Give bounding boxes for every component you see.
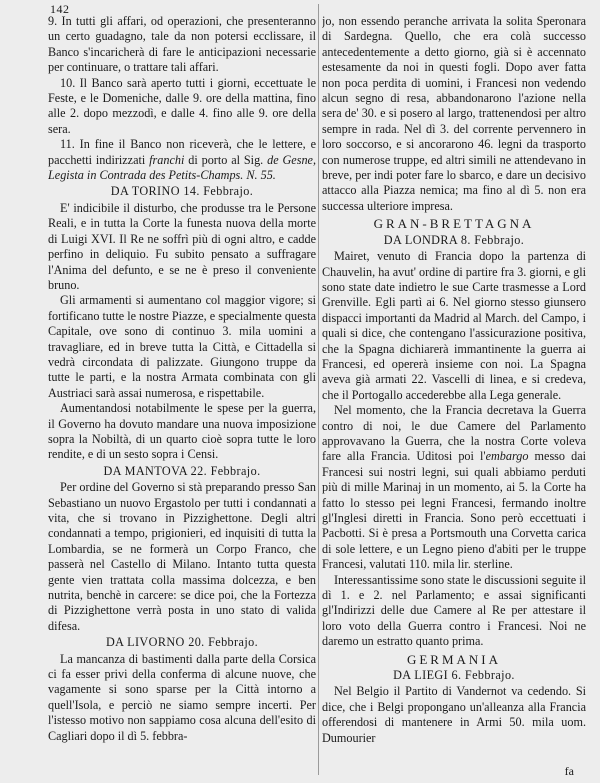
italic-text: franchi xyxy=(149,152,185,167)
article-paragraph: Per ordine del Governo si stà preparando presso San Sebastiano un nuovo Ergastolo per tutti i condannati a vita, che si trovano in Pizzighettone. Degli altri condannati a tempo, prigionieri, ed inquisiti di tutta la Lombardia, se ne formerà un Corpo Franco, che passerà nel Castello di Milano. Intanto tutta questa gente vien trattata colla massima dolcezza, e ben nutrita, benchè in carcere: se dice poi, che la Fortezza di Pizzighettone verrà posta in uno stato di valida difesa. xyxy=(48,480,316,633)
column-divider xyxy=(318,4,319,775)
article-paragraph: 10. Il Banco sarà aperto tutti i giorni, eccettuate le Feste, e le Domeniche, dalle 9. ore della mattina, fino alle 2. dopo mezzodì, e dalle 4. fino alle 9. ore della sera. xyxy=(48,75,316,136)
article-paragraph: Interessantissime sono state le discussioni seguite il dì 1. e 2. nel Parlamento; e assai significanti gl'Indirizzi delle due Camere al Re per attestare il loro voto della Guerra contro i Francesi. Noi ne daremo un estratto quanto prima. xyxy=(322,572,586,649)
catchword: fa xyxy=(564,764,574,778)
article-paragraph: Gli armamenti si aumentano col maggior vigore; si fortificano tutte le nostre Piazze, e specialmente questa Capitale, ove sono di continuo 3. mila uomini a travagliare, ed in breve tutta la Città, e Cittadella si vedrà circondata di palizzate. Giungono truppe da tutte le parti, e la nostra Armata combinata con gli Austriaci sarà assai numerosa, e rispettabile. xyxy=(48,293,316,400)
article-paragraph: 9. In tutti gli affari, od operazioni, che presenteranno un certo guadagno, tale da non potersi ecclissare, il Banco s'incaricherà di fare le anticipazioni necessarie per continuare, o trattare tali affari. xyxy=(48,14,316,75)
article-paragraph xyxy=(322,403,586,572)
paragraph-text: messo dai Francesi sui nostri legni, sui quali abbiamo perduti più di mille Marinaj in un momento, ai 5. la Corte ha fatto lo stesso pei legni Francesi, fermando inoltre gl'Inglesi diretti in Francia. Sono però eccettuati i Pacbotti. Si è presa a Portsmouth una Corvetta carica di sole lettere, e un Legno pieno d'abiti per le truppe Francesi, valutati 110. mila lir. sterline. xyxy=(322,449,586,572)
article-paragraph: Nel Belgio il Partito di Vandernot va cedendo. Si dice, che i Belgi propongano un'alleanza alla Francia offerendosi di mantenere in Armi 50. mila uom. Dumourier xyxy=(322,684,586,745)
left-column xyxy=(48,14,316,769)
article-paragraph: E' indicibile il disturbo, che produsse tra le Persone Reali, e in tutta la Corte la funesta nuova della morte di Luigi XVI. Il Re ne soffrì più di ogni altro, e cadde perfino in deliquio. Fu subito pensato a suffragare l'Anima del defunto, e se ne è preso il conveniente bruno. xyxy=(48,200,316,292)
section-heading-gran-brettagna: GRAN-BRETTAGNA xyxy=(373,216,535,232)
page-number: 142 xyxy=(50,2,70,16)
right-column xyxy=(322,14,586,769)
paragraph-text: di porto al Sig. xyxy=(184,152,268,167)
dateline-torino: DA TORINO 14. Febbrajo. xyxy=(110,184,254,199)
article-paragraph: jo, non essendo peranche arrivata la solita Speronara di Sardegna. Quello, che era colà successo antecedentemente a detto giorno, già si è accennato estesamente da noi in questi fogli. Dopo aver fatta non poca perdita di uomini, i Francesi non vedendo alcun segno di resa, abbandonarono l'azione nella sera de' 30. e si posero al largo, trattenendosi per altro sempre in rada. Nel dì 3. del corrente pervennero in loro soccorso, e si ancorarono 46. legni da trasporto con numerose truppe, ed altri simili ne attendevano in breve, per indi poter fare lo sbarco, e dare un decisivo attacco alla Piazza nemica; ma fino al dì 5. non era successa ulteriore impresa. xyxy=(322,14,586,213)
article-paragraph xyxy=(48,137,316,183)
dateline-livorno: DA LIVORNO 20. Febbrajo. xyxy=(105,635,259,650)
italic-text: embargo xyxy=(485,449,529,464)
section-heading-germania: GERMANIA xyxy=(406,651,502,667)
dateline-liegi: DA LIEGI 6. Febbrajo. xyxy=(393,668,515,683)
article-paragraph: Mairet, venuto di Francia dopo la partenza di Chauvelin, ha avut' ordine di partire fra 3. giorni, e gli sono state date indietro le sue Carte trasmesse a Lord Grenville. Egli partì ai 6. Nel giorno stesso giunsero dispacci importanti da Madrid al March. del Campo, i quali si dice, che contengano l'assicurazione positiva, che la Spagna dichiarerà immantinente la guerra ai Francesi, ed opererà insieme con noi. La Spagna aveva già armati 22. Vascelli di linea, e si credeva, che il Portogallo accederebbe alla Lega generale. xyxy=(322,249,586,402)
article-paragraph: Aumentandosi notabilmente le spese per la guerra, il Governo ha dovuto mandare una nuova imposizione sopra la Nobiltà, di un quarto cioè sopra tutte le loro rendite, e di un sesto sopra i Censi. xyxy=(48,401,316,462)
dateline-mantova: DA MANTOVA 22. Febbrajo. xyxy=(103,463,261,478)
paragraph-text: 11. In fine il Banco non riceverà, che le lettere, e pacchetti indirizzati xyxy=(48,137,316,167)
paragraph-text: Nel momento, che la Francia decretava la Guerra contro di noi, le due Camere del Parlamento approvavano la Guerra, che la nostra Corte voleva fare alla Francia. Uditosi poi l' xyxy=(322,403,586,464)
italic-text: de Gesne, Legista in Contrada des Petits-Champs. N. 55. xyxy=(48,152,316,183)
dateline-londra: DA LONDRA 8. Febbrajo. xyxy=(383,232,525,247)
article-paragraph: La mancanza di bastimenti dalla parte della Corsica ci fa esser privi della conferma di alcune nuove, che vagamente si sono sparse per la Città intorno a quell'Isola, e perciò ne siamo sempre incerti. Per l'istesso motivo non sappiamo cosa alcuna dell'esito di Cagliari dopo il dì 5. febbra- xyxy=(48,651,316,743)
